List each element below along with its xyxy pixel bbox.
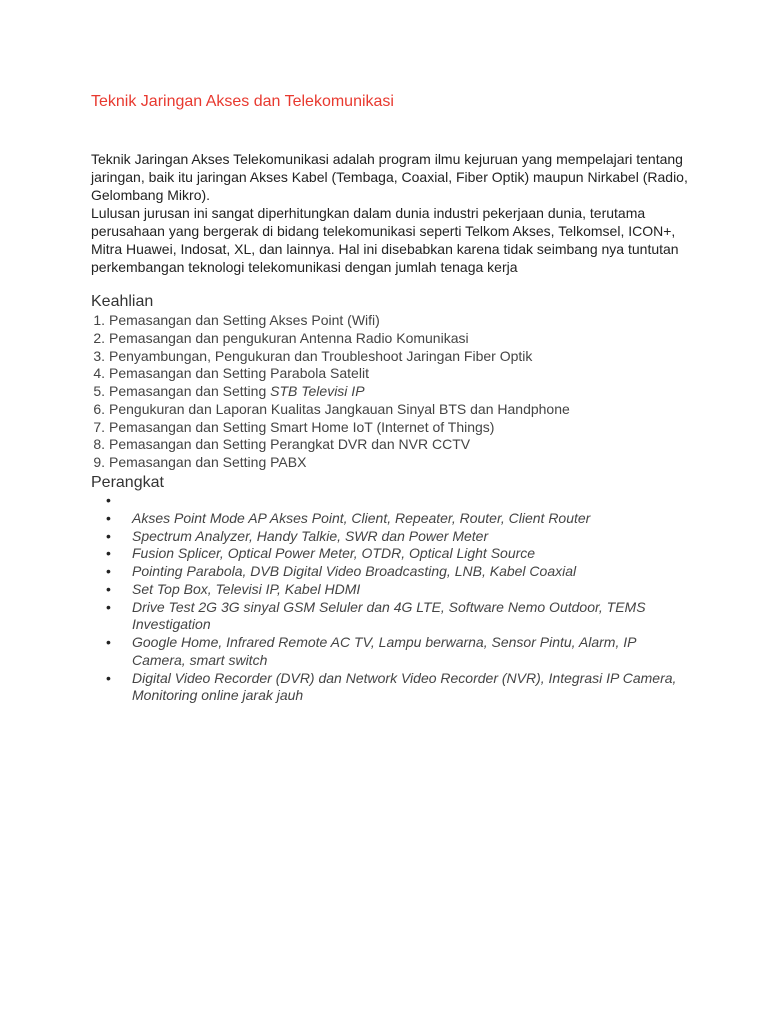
list-item: [91, 634, 691, 670]
list-item-text: Pemasangan dan Setting Parabola Satelit: [109, 365, 369, 382]
list-number: 2.: [93, 329, 105, 346]
bullet-icon: •: [106, 527, 111, 544]
list-number: 1.: [93, 312, 105, 328]
bullet-icon: •: [106, 509, 111, 526]
list-item-text: Akses Point Mode AP Akses Point, Client, Repeater, Router, Client Router: [132, 509, 591, 526]
list-item-text: Pemasangan dan Setting PABX: [109, 454, 307, 470]
list-item-text: Pemasangan dan Setting Akses Point (Wifi): [109, 312, 380, 328]
list-number: 9.: [93, 454, 105, 470]
bullet-icon: •: [106, 634, 111, 650]
list-item-text: Penyambungan, Pengukuran dan Troubleshoot Jaringan Fiber Optik: [109, 347, 533, 364]
list-item-text: Google Home, Infrared Remote AC TV, Lampu berwarna, Sensor Pintu, Alarm, IP Camera, smart switch: [132, 634, 636, 668]
list-item-text: Pemasangan dan Setting: [109, 383, 271, 399]
intro-section: [91, 150, 691, 276]
list-item: [91, 528, 691, 546]
list-number: 3.: [93, 347, 105, 364]
list-item-text: Pengukuran dan Laporan Kualitas Jangkauan Sinyal BTS dan Handphone: [109, 400, 570, 417]
list-item: [91, 419, 691, 437]
bullet-icon: •: [106, 492, 111, 508]
list-item-text: Pemasangan dan Setting Perangkat DVR dan NVR CCTV: [109, 436, 471, 453]
list-number: 5.: [93, 383, 105, 399]
list-number: 7.: [93, 418, 105, 435]
list-item: [91, 454, 691, 472]
list-item: [91, 492, 691, 510]
list-item: [91, 365, 691, 383]
list-number: 8.: [93, 436, 105, 453]
intro-paragraph: Teknik Jaringan Akses Telekomunikasi adalah program ilmu kejuruan yang mempelajari tentang jaringan, baik itu jaringan Akses Kabel (Tembaga, Coaxial, Fiber Optik) maupun Nirkabel (Radio, Gelombang Mikro).: [91, 151, 688, 203]
skills-list: [91, 312, 691, 472]
list-number: 4.: [93, 365, 105, 382]
list-item-text: Drive Test 2G 3G sinyal GSM Seluler dan 4G LTE, Software Nemo Outdoor, TEMS Investigation: [132, 598, 646, 633]
list-item: [91, 383, 691, 401]
list-item-text: Set Top Box, Televisi IP, Kabel HDMI: [132, 580, 361, 597]
list-item-text: Pemasangan dan Setting Smart Home IoT (Internet of Things): [109, 418, 495, 435]
list-item: [91, 401, 691, 419]
list-item: [91, 545, 691, 563]
document-title: Teknik Jaringan Akses dan Telekomunikasi: [91, 93, 394, 110]
list-item: [91, 348, 691, 366]
list-item: [91, 563, 691, 581]
bullet-icon: •: [106, 545, 111, 562]
list-item: [91, 581, 691, 599]
list-item: [91, 436, 691, 454]
list-item: [91, 510, 691, 528]
skills-heading: Keahlian: [91, 293, 154, 310]
bullet-icon: •: [106, 563, 111, 579]
list-item-text: Fusion Splicer, Optical Power Meter, OTDR, Optical Light Source: [132, 545, 536, 562]
list-item-text: Digital Video Recorder (DVR) dan Network Video Recorder (NVR), Integrasi IP Camera, Monitoring online jarak jauh: [132, 669, 677, 704]
list-number: 6.: [93, 400, 105, 417]
devices-heading: Perangkat: [91, 474, 164, 491]
devices-list: [91, 492, 691, 705]
bullet-icon: •: [106, 669, 111, 686]
list-item: [91, 599, 691, 635]
list-item: [91, 330, 691, 348]
list-item-text: Spectrum Analyzer, Handy Talkie, SWR dan Power Meter: [132, 527, 489, 544]
list-item: [91, 670, 691, 706]
bullet-icon: •: [106, 598, 111, 615]
list-item-text: Pemasangan dan pengukuran Antenna Radio Komunikasi: [109, 329, 469, 346]
bullet-icon: •: [106, 580, 111, 597]
list-item-text: Pointing Parabola, DVB Digital Video Broadcasting, LNB, Kabel Coaxial: [132, 563, 577, 579]
intro-paragraph: Lulusan jurusan ini sangat diperhitungkan dalam dunia industri pekerjaan dunia, terutama perusahaan yang bergerak di bidang telekomunikasi seperti Telkom Akses, Telkomsel, ICON+, Mitra Huawei, Indosat, XL, dan lainnya. Hal ini disebabkan karena tidak seimbang nya tuntutan perkembangan teknologi telekomunikasi dengan jumlah tenaga kerja: [91, 205, 679, 275]
list-item: [91, 312, 691, 330]
list-item-text-italic: STB Televisi IP: [270, 383, 365, 399]
